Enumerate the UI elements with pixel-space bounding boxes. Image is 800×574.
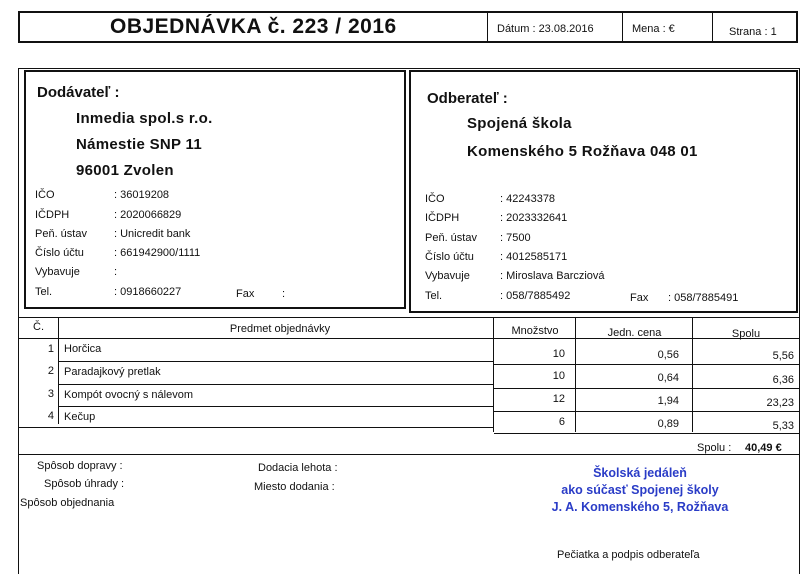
supplier-account-label: Číslo účtu [35, 247, 84, 259]
row-qty: 6 [558, 416, 565, 428]
row-qty: 12 [552, 393, 565, 405]
grand-total-value: 40,49 € [745, 442, 782, 454]
customer-fax-value: : 058/7885491 [668, 292, 739, 304]
divider [622, 12, 623, 42]
col-divider [58, 318, 59, 424]
row-total: 5,33 [772, 420, 794, 432]
customer-tel-label: Tel. [425, 290, 443, 302]
customer-ico-label: IČO [425, 193, 445, 205]
col-header-qty: Množstvo [511, 325, 559, 337]
supplier-fax-value: : [282, 288, 286, 300]
row-number: 2 [47, 365, 54, 377]
row-price: 0,89 [657, 418, 679, 430]
order-currency: Mena : € [632, 23, 675, 35]
stamp-line: Školská jedáleň [593, 466, 687, 480]
customer-heading: Odberateľ : [427, 90, 508, 107]
row-price: 1,94 [657, 395, 679, 407]
row-line [494, 364, 800, 365]
supplier-tel-value: : 0918660227 [114, 286, 182, 298]
row-line [494, 411, 800, 412]
table-bottom-line [18, 427, 494, 428]
row-line [494, 388, 800, 389]
supplier-icdph-value: : 2020066829 [114, 209, 182, 221]
col-divider [575, 318, 576, 432]
row-total: 23,23 [766, 397, 794, 409]
row-item-name: Paradajkový pretlak [64, 366, 161, 378]
signature-label: Pečiatka a podpis odberateľa [557, 549, 700, 561]
supplier-bank-value: : Unicredit bank [114, 228, 191, 240]
col-header-total: Spolu [731, 328, 761, 340]
row-price: 0,64 [657, 372, 679, 384]
col-divider [493, 318, 494, 432]
row-total: 5,56 [772, 350, 794, 362]
divider [712, 12, 713, 42]
supplier-icdph-label: IČDPH [35, 209, 70, 221]
customer-stamp [500, 465, 780, 516]
supplier-handler-value: : [114, 266, 118, 278]
customer-bank-value: : 7500 [500, 232, 531, 244]
delivery-date-label: Dodacia lehota : [258, 462, 338, 474]
table-top-line [18, 317, 800, 318]
customer-tel-value: : 058/7885492 [500, 290, 571, 302]
ordering-label: Spôsob objednania [20, 497, 115, 509]
col-header-item: Predmet objednávky [229, 323, 331, 335]
customer-icdph-value: : 2023332641 [500, 212, 568, 224]
row-number: 4 [47, 410, 54, 422]
row-item-name: Horčica [64, 343, 102, 355]
supplier-ico-label: IČO [35, 189, 55, 201]
page-number: Strana : 1 [729, 26, 777, 38]
customer-fax-label: Fax [630, 292, 649, 304]
customer-account-value: : 4012585171 [500, 251, 568, 263]
stamp-line: ako súčasť Spojenej školy [561, 483, 719, 497]
stamp-line: J. A. Komenského 5, Rožňava [551, 500, 729, 514]
col-divider [692, 318, 693, 432]
customer-address: Komenského 5 Rožňava 048 01 [467, 143, 698, 160]
customer-bank-label: Peň. ústav [425, 232, 477, 244]
customer-account-label: Číslo účtu [425, 251, 474, 263]
row-number: 3 [47, 388, 54, 400]
supplier-fax-label: Fax [236, 288, 255, 300]
row-line [58, 384, 494, 385]
supplier-name: Inmedia spol.s r.o. [76, 110, 213, 127]
supplier-account-value: : 661942900/1111 [114, 247, 201, 259]
divider [487, 12, 488, 42]
row-total: 6,36 [772, 374, 794, 386]
supplier-city: 96001 Zvolen [76, 162, 174, 179]
row-item-name: Kompót ovocný s nálevom [64, 389, 194, 401]
customer-handler-label: Vybavuje [425, 270, 470, 282]
col-header-price: Jedn. cena [607, 327, 662, 339]
supplier-tel-label: Tel. [35, 286, 53, 298]
row-line [58, 406, 494, 407]
customer-name: Spojená škola [467, 115, 572, 132]
row-qty: 10 [552, 370, 565, 382]
supplier-ico-value: : 36019208 [114, 189, 170, 201]
row-price: 0,56 [657, 349, 679, 361]
grand-total-label: Spolu : [697, 442, 732, 454]
order-title: OBJEDNÁVKA č. 223 / 2016 [110, 15, 397, 38]
supplier-bank-label: Peň. ústav [35, 228, 87, 240]
supplier-heading: Dodávateľ : [37, 84, 120, 101]
table-bottom-line [494, 433, 800, 434]
delivery-place-label: Miesto dodania : [254, 481, 335, 493]
supplier-box [24, 70, 406, 309]
transport-label: Spôsob dopravy : [37, 460, 123, 472]
customer-handler-value: : Miroslava Barcziová [500, 270, 605, 282]
customer-icdph-label: IČDPH [425, 212, 460, 224]
payment-label: Spôsob úhrady : [44, 478, 125, 490]
customer-ico-value: : 42243378 [500, 193, 556, 205]
row-qty: 10 [552, 348, 565, 360]
order-date: Dátum : 23.08.2016 [497, 23, 594, 35]
row-line [58, 361, 494, 362]
col-header-no: Č. [33, 321, 44, 333]
row-number: 1 [47, 343, 54, 355]
supplier-street: Námestie SNP 11 [76, 136, 202, 153]
supplier-handler-label: Vybavuje [35, 266, 80, 278]
row-item-name: Kečup [64, 411, 96, 423]
total-line [18, 454, 800, 455]
